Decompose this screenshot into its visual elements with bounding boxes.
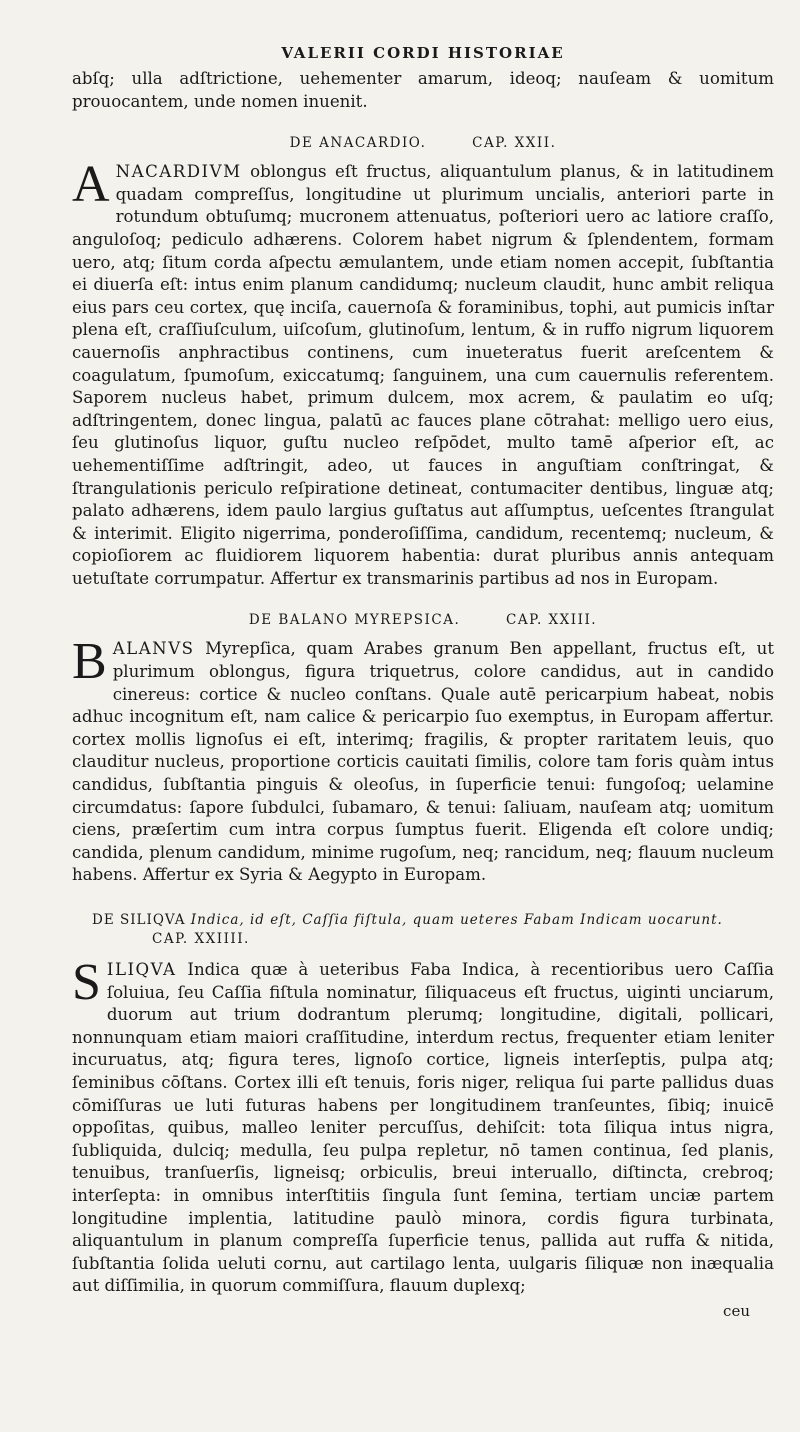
chapter-number: CAP. XXII. [472,135,557,152]
body-text: oblongus eſt fructus, aliquantulum planus, & in latitudinem quadam compreſſus, longitudine ut plurimum uncialis, anteriori parte in rotundum obtuſumq; mucronem attenuatus, poſteriori uero ac latiore craſſo, anguloſoq; pediculo adhærens. Colorem habet nigrum & ſplendentem, formam uero, atq; ſitum corda aſpectu æmulantem, unde etiam nomen accepit, ſubſtantia ei diuerſa eſt: intus enim planum candidumq; nucleum claudit, hunc ambit reliqua eius pars ceu cortex, quę inciſa, cauernoſa & foraminibus, tophi, aut pumicis inſtar plena eſt, craſſiuſculum, uiſcoſum, glutinoſum, lentum, & in ruffo nigrum liquorem cauernoſis anphractibus continens, cum inueteratus fuerit areſcentem & coagulatum, ſpumoſum, exiccatumq; ſanguinem, una cum cauernulis referentem. Saporem nucleus habet, primum dulcem, mox acrem, & paulatim eo uſq; adſtringentem, donec lingua, palatū ac fauces plane cōtrahat: melligo uero eius, ſeu glutinoſus liquor, guſtu nucleo reſpōdet, multo tamē aſperior eſt, ac uehementiſſime adſtringit, adeo, ut fauces in anguſtiam conſtringat, & ſtrangulationis periculo reſpiratione detineat, contumaciter dentibus, linguæ atq; palato adhærens, idem paulo largius guſtatus aut aſſumptus, ueſcentes ſtrangulat & interimit. Eligito nigerrima, ponderoſiſſima, candidum, recentemq; nucleum, & copioſiorem ac fluidiorem liquorem habentia: durat pluribus annis antequam uetuſtate corrumpatur. Affertur ex transmarinis partibus ad nos in Europam. [72,162,774,588]
drop-cap: B [72,633,107,691]
chapter-title: DE BALANO MYREPSICA. [248,612,461,629]
body-text: Indica quæ à ueteribus Faba Indica, à recentioribus uero Caſſia ſoluiua, ſeu Caſſia fiſtula nominatur, ſiliquaceus eſt fructus, uiginti unciarum, duorum aut trium dodrantum plerumq; longitudine, digitali, pollicari, nonnunquam etiam maiori craſſitudine, interdum rectus, frequenter etiam leniter incuruatus, atq; figura teres, lignoſo cortice, ligneis interſeptis, pulpa atq; ſeminibus cōſtans. Cortex illi eſt tenuis, foris niger, reliqua ſui parte pallidus duas cōmiſſuras ue luti futuras habens per longitudinem tranſeuntes, ſibiq; inuicē oppoſitas, quibus, malleo leniter percuſſus, dehiſcit: tota ſiliqua intus nigra, ſubliquida, dulciq; medulla, ſeu pulpa repletur, nō tamen continua, ſed planis, tenuibus, tranſuerſis, ligneisq; orbiculis, breui interuallo, diſtincta, crebroq; interſepta: in omnibus interſtitiis ſingula ſunt ſemina, tertiam unciæ partem longitudine implentia, latitudine paulò minora, cordis figura turbinata, aliquantulum in planum compreſſa ſuperficie tenus, pallida aut ruffa & nitida, ſubſtantia ſolida ueluti cornu, aut cartilago lenta, uulgaris ſiliquæ non inæqualia aut diſſimilia, in quorum commiſſura, flauum duplexq; [72,960,774,1296]
body-text: Myrepſica, quam Arabes granum Ben appellant, fructus eſt, ut plurimum oblongus, figura triquetrus, colore candidus, aut in candido cinereus: cortice & nucleo conſtans. Quale autē pericarpium habeat, nobis adhuc incognitum eſt, nam calice & pericarpio ſuo exemptus, in Europam affertur. cortex mollis lignoſus ei eſt, interimq; fragilis, & propter raritatem leuis, quo clauditur nucleus, proportione corticis cauitati ſimilis, colore tam foris quàm intus candidus, ſubſtantia pinguis & oleoſus, in ſuperficie tenui: fungoſoq; uelamine circumdatus: ſapore ſubdulci, ſubamaro, & tenui: ſaliuam, nauſeam atq; uomitum ciens, præſertim cum intra corpus ſumptus fuerit. Eligenda eſt colore undiq; candida, plenum candidum, minime rugoſum, neq; rancidum, neq; flauum nucleum habens. Affertur ex Syria & Aegypto in Europam. [72,639,774,885]
chapter-heading-anacardio [72,135,774,151]
first-word: ALANVS [112,639,195,659]
first-word: NACARDIVM [115,162,242,182]
chapter-heading-siliqua [72,911,774,949]
chapter-title: DE ANACARDIO. [289,135,427,152]
chapter-body-balano [72,633,774,887]
chapter-number: CAP. XXIIII. [152,931,250,947]
chapter-body-anacardio [72,156,774,590]
catchword: ceu [723,1301,750,1320]
drop-cap: A [72,156,110,214]
chapter-heading-balano [72,612,774,628]
chapter-subtitle: Indica, id eſt, Caſſia fiſtula, quam ueteres Fabam Indicam uocarunt. [190,912,723,928]
drop-cap: S [72,954,101,1011]
intro-paragraph: abſq; ulla adſtrictione, uehementer amarum, ideoq; nauſeam & uomitum prouocantem, unde nomen inuenit. [72,69,774,111]
chapter-title: DE SILIQVA [92,912,186,928]
chapter-body-siliqua [72,954,774,1298]
running-head: VALERII CORDI HISTORIAE [281,44,565,62]
first-word: ILIQVA [106,960,177,979]
chapter-number: CAP. XXIII. [506,612,598,629]
